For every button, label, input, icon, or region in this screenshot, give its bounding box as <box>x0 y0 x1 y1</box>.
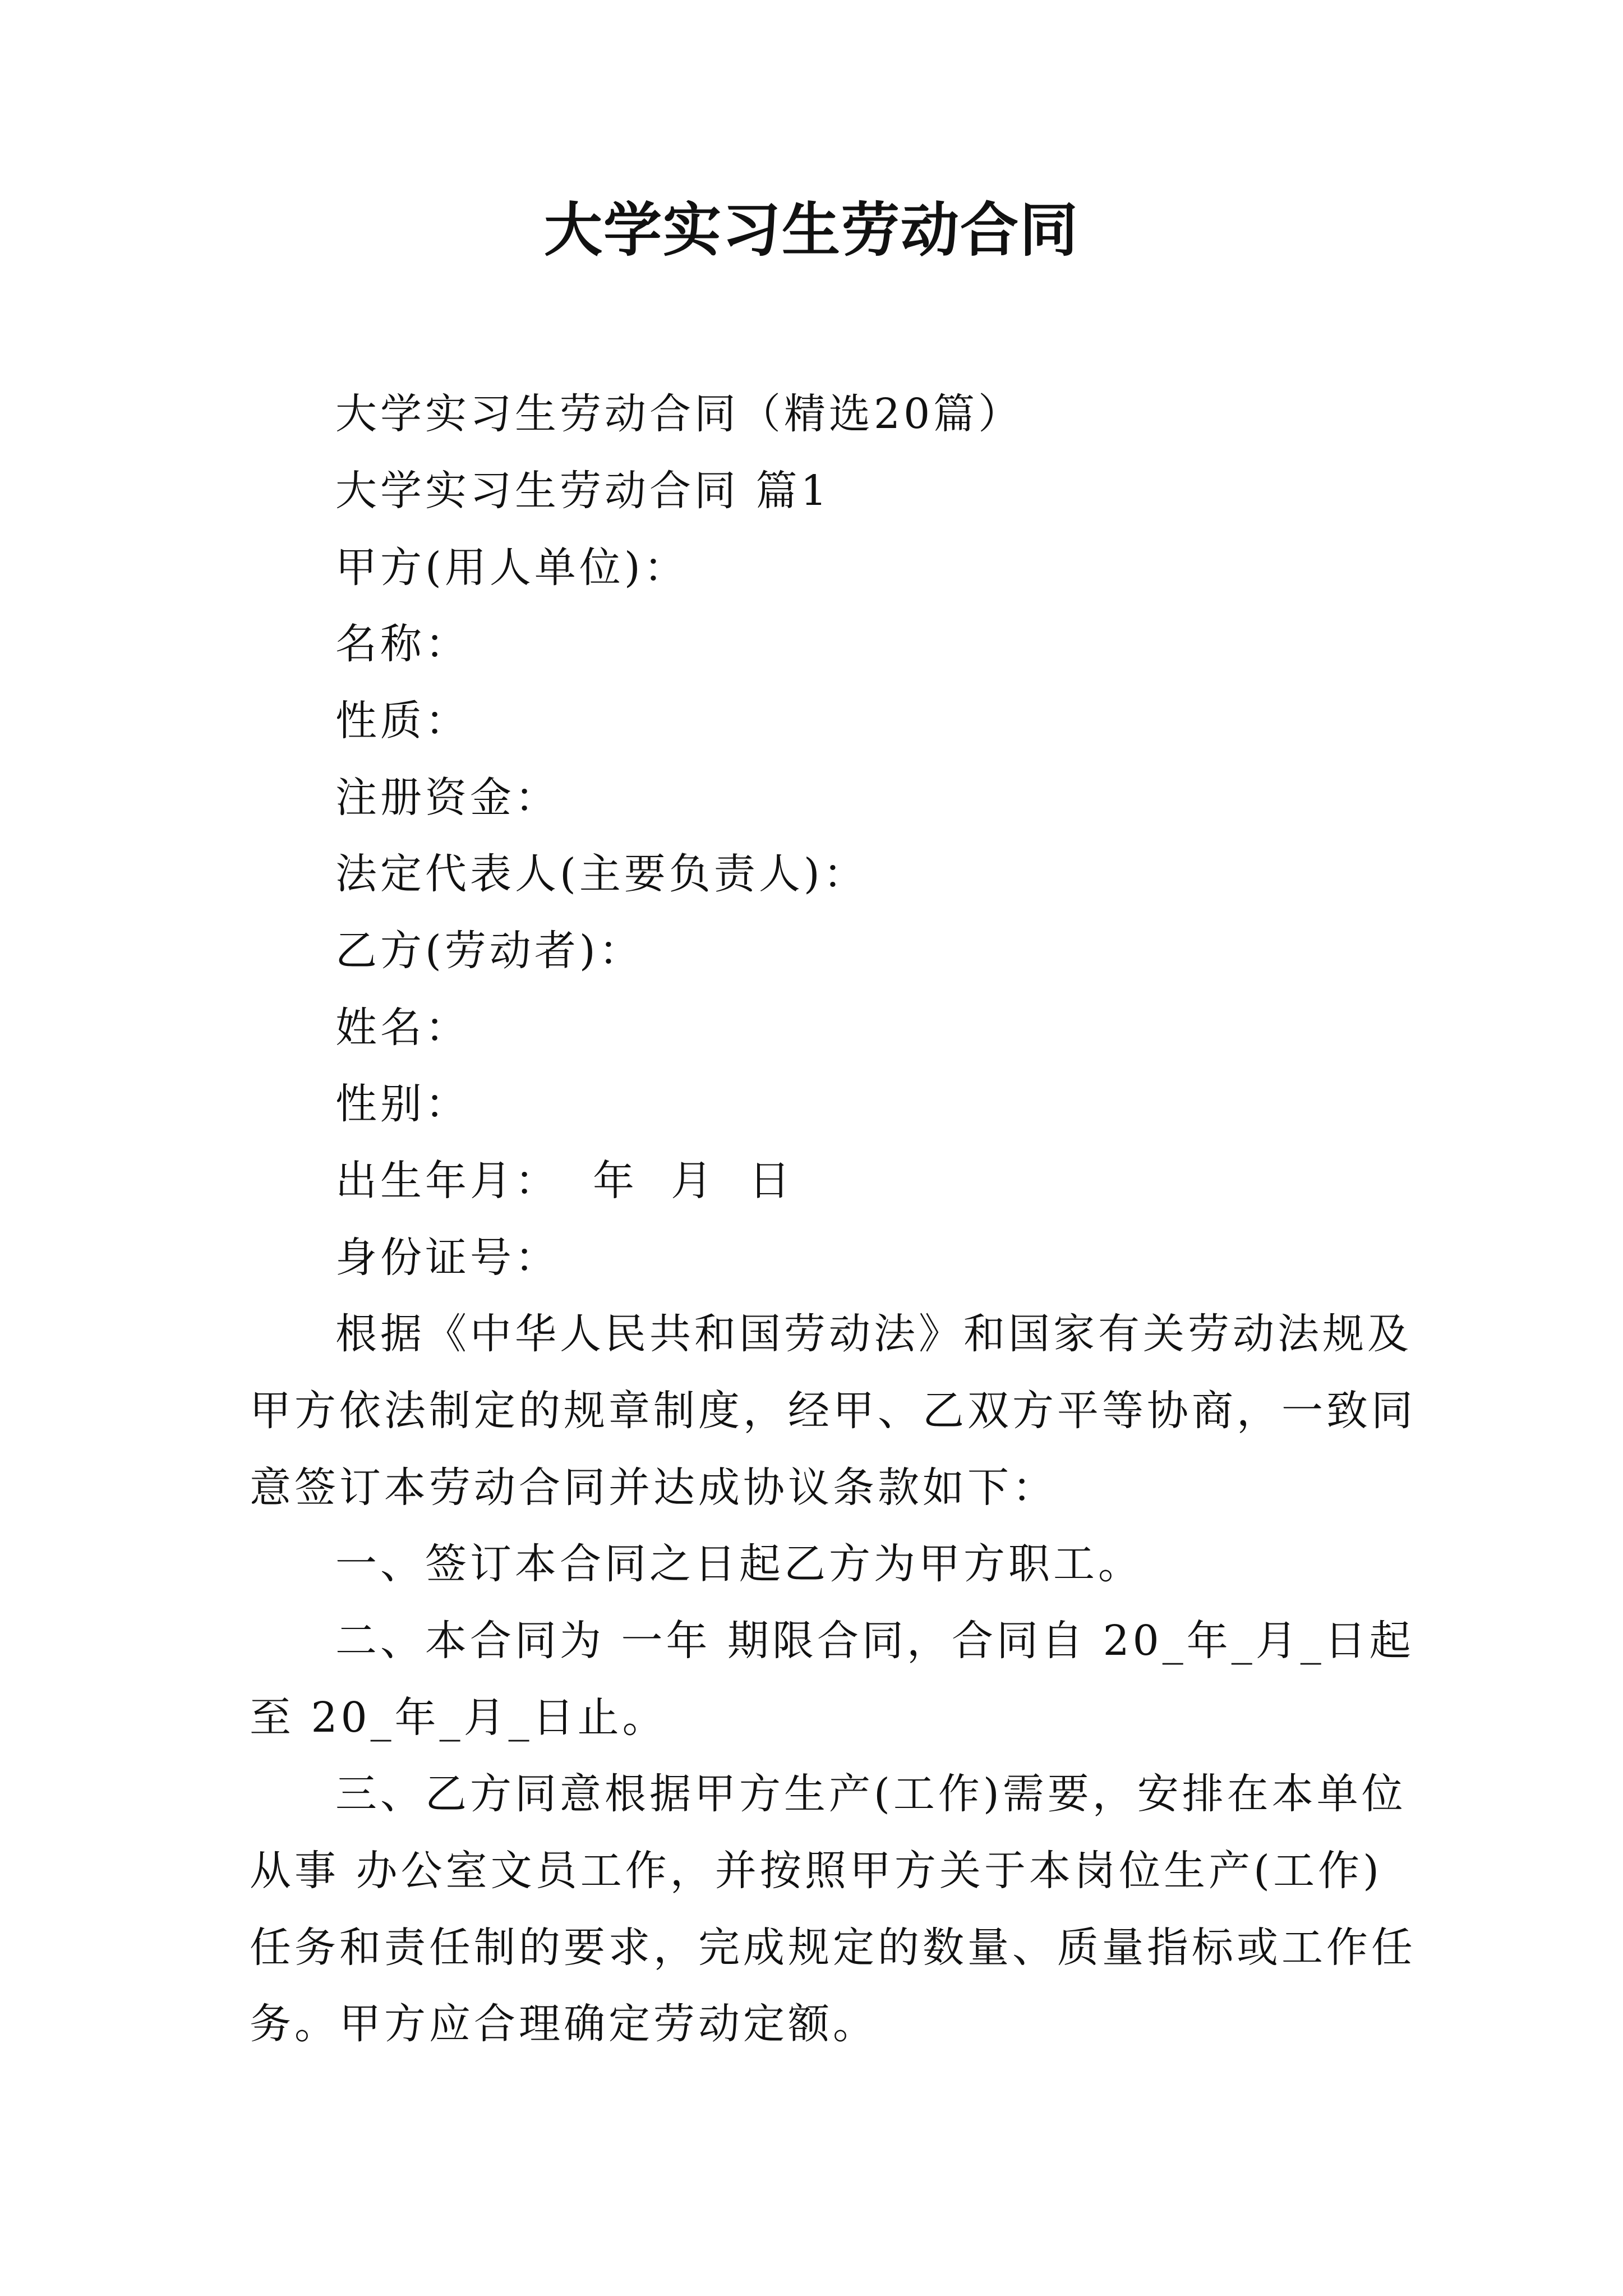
party-b-gender-field: 性别： <box>335 1080 470 1128</box>
party-a-representative-field: 法定代表人(主要负责人)： <box>335 850 868 898</box>
document-title: 大学实习生劳动合同 <box>543 196 1079 264</box>
party-b-label: 乙方(劳动者)： <box>335 927 644 975</box>
clause-2-line-2: 至 20_年_月_日止。 <box>250 1694 667 1742</box>
party-a-name-field: 名称： <box>335 620 470 668</box>
party-b-name-field: 姓名： <box>335 1004 470 1052</box>
clause-3-line-1: 三、乙方同意根据甲方生产(工作)需要，安排在本单位 <box>335 1770 1407 1818</box>
party-a-label: 甲方(用人单位)： <box>335 544 689 592</box>
party-a-capital-field: 注册资金： <box>335 774 560 822</box>
party-b-birthdate-field: 出生年月： 年 月 日 <box>335 1157 794 1205</box>
paragraph-preamble-line-3: 意签订本劳动合同并达成协议条款如下： <box>250 1464 1057 1512</box>
section-heading-1: 大学实习生劳动合同 篇1 <box>335 467 831 515</box>
party-a-nature-field: 性质： <box>335 697 470 745</box>
clause-1: 一、签订本合同之日起乙方为甲方职工。 <box>335 1540 1143 1588</box>
subtitle-selection: 大学实习生劳动合同（精选20篇） <box>335 390 1023 438</box>
party-b-id-field: 身份证号： <box>335 1234 560 1282</box>
paragraph-preamble-line-2: 甲方依法制定的规章制度，经甲、乙双方平等协商，一致同 <box>250 1387 1416 1435</box>
paragraph-preamble-line-1: 根据《中华人民共和国劳动法》和国家有关劳动法规及 <box>335 1310 1412 1358</box>
clause-2-line-1: 二、本合同为 一年 期限合同，合同自 20_年_月_日起 <box>335 1617 1414 1665</box>
clause-3-line-2: 从事 办公室文员工作，并按照甲方关于本岗位生产(工作) <box>250 1847 1382 1895</box>
clause-3-line-3: 任务和责任制的要求，完成规定的数量、质量指标或工作任 <box>250 1924 1416 1972</box>
clause-3-line-4: 务。甲方应合理确定劳动定额。 <box>250 2000 878 2048</box>
